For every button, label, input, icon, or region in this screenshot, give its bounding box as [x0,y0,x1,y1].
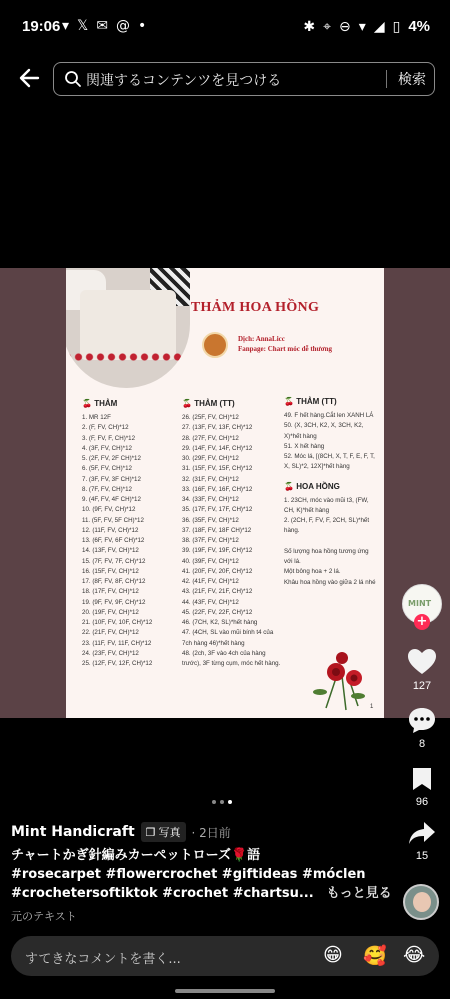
pattern-row: 45. (22F, FV, 22F, CH)*12 [182,608,253,616]
emoji-grin[interactable]: 😁 [323,944,343,966]
hashtags[interactable]: #rosecarpet #flowercrochet #giftideas #móclen #crochetersoftiktok #crochet #chartsu... [11,867,366,901]
pattern-row: 5. (2F, FV, 2F CH)*12 [82,455,141,462]
pattern-row: 25. (12F, FV, 12F, CH)*12 [82,660,153,667]
pattern-row: Khâu hoa hồng vào giữa 2 lá nhé [284,578,376,586]
row-list [82,413,180,669]
location-icon: ⌖ [323,18,332,35]
pattern-row: 3. (F, FV, F, CH)*12 [82,434,136,442]
save-count: 96 [415,796,429,808]
pattern-row: 52. Móc lá, [(8CH, X, T, F, E, F, T, X, SL)*2, 12X]*hết hàng [284,453,375,471]
share-icon [408,820,436,846]
search-input[interactable]: 関連するコンテンツを見つける [86,73,282,89]
original-text-link[interactable]: 元のテキスト [11,910,77,923]
owl-logo-icon [202,332,228,358]
pattern-row: 23. (11F, FV, 11F, CH)*12 [82,639,152,647]
wifi-icon: ▾ [358,18,366,35]
pattern-row: 14. (13F, FV, CH)*12 [82,547,139,555]
cherry-icon: 🍒 [182,399,192,408]
pattern-row: 20. (19F, FV, CH)*12 [82,608,139,616]
comment-icon [407,706,437,734]
pattern-row: 42. (41F, FV, CH)*12 [182,578,239,585]
share-count: 15 [415,850,429,862]
carousel-dot-active [228,800,232,804]
pattern-column-1 [82,398,180,669]
pattern-row: 21. (10F, FV, 10F, CH)*12 [82,619,153,626]
cherry-icon: 🍒 [284,397,294,406]
pattern-row: 26. (25F, FV, CH)*12 [182,414,239,421]
pattern-row: 47. (4CH, SL vào mũi bính t4 của 7ch hàng 46)*hết hàng [182,629,274,647]
music-avatar[interactable] [403,884,439,920]
pattern-row: 1. 23CH, móc vào mũi t3, (FW, CH, K)*hết hàng [284,496,369,514]
status-time: 19:06 [22,18,61,35]
back-arrow-icon [16,64,44,92]
pattern-card [66,268,384,718]
pattern-row: 51. X hết hàng [284,442,325,450]
pattern-row: 30. (29F, FV, CH)*12 [182,455,239,462]
rose-illustration [306,648,376,714]
carousel-indicator [212,800,232,804]
comment-count: 8 [418,738,426,750]
cherry-icon: 🍒 [82,399,92,408]
pattern-row: 27. (13F, FV, 13F, CH)*12 [182,424,253,432]
emoji-laugh[interactable]: 😂 [403,944,426,966]
carpet-photo [66,268,190,388]
comment-input[interactable]: すてきなコメントを書く... [25,952,181,967]
pattern-row: 32. (31F, FV, CH)*12 [182,475,239,483]
pattern-row: 37. (18F, FV, 18F CH)*12 [182,526,252,534]
pattern-row: 7. (3F, FV, 3F CH)*12 [82,475,141,483]
carousel-dot [220,800,224,804]
follow-button[interactable]: + [414,614,430,630]
pattern-row: 35. (17F, FV, 17F, CH)*12 [182,506,253,514]
row-list [284,496,378,588]
pattern-row: 41. (20F, FV, 20F, CH)*12 [182,567,253,575]
share-button[interactable] [398,820,446,862]
pattern-row: 22. (21F, FV, CH)*12 [82,629,139,637]
mail-icon: ✉ [96,18,109,34]
pattern-row: 50. (X, 3CH, K2, X, 3CH, K2, X)*hết hàng [284,422,364,440]
bluetooth-icon: ✱ [303,18,316,35]
save-button[interactable] [398,766,446,808]
pattern-row: 44. (43F, FV, CH)*12 [182,598,239,606]
see-more-link[interactable]: もっと見る [326,886,392,901]
pattern-row: 6. (5F, FV, CH)*12 [82,465,132,473]
pattern-row: Số lượng hoa hồng tương ứng với lá. [284,547,369,565]
bookmark-icon [411,766,433,792]
author-name[interactable]: Mint Handicraft [11,824,135,840]
translator: Dịch: AnnaLicc [238,335,285,343]
pattern-row: 17. (8F, FV, 8F, CH)*12 [82,578,146,585]
system-icons [303,18,430,35]
row-list [182,413,282,669]
like-button[interactable] [398,648,446,692]
search-icon [64,70,82,88]
pattern-row: 4. (3F, FV, CH)*12 [82,444,132,452]
pattern-row: 8. (7F, FV, CH)*12 [82,485,132,493]
pattern-row: 46. (7CH, K2, SL)*hết hàng [182,619,258,626]
pattern-row: 11. (5F, FV, 5F CH)*12 [82,516,144,524]
pattern-row: 1. MR 12F [82,414,111,421]
top-bar [0,60,450,100]
pattern-column-3 [284,396,378,588]
battery-icon: ▯ [392,18,401,35]
post-date: · 2日前 [191,825,231,840]
x-icon: 𝕏 [77,18,89,34]
avatar-logo-text: MINT [408,599,432,608]
pattern-row: 24. (23F, FV, CH)*12 [82,649,139,657]
dot-icon: • [138,18,147,34]
caption-tags [11,865,396,903]
back-button[interactable] [16,64,44,92]
rose-border [66,352,190,362]
pattern-row: 33. (16F, FV, 16F, CH)*12 [182,485,253,493]
comment-button[interactable] [398,706,446,750]
pattern-row: 38. (37F, FV, CH)*12 [182,537,239,544]
column-header: 🍒 THẢM [82,399,118,408]
caption[interactable] [11,846,396,903]
notification-icons [62,18,146,34]
column-header: 🍒 HOA HỒNG [284,481,340,491]
pattern-row: 2. (2CH, F, FV, F, 2CH, SL)*hết hàng. [284,517,370,535]
pattern-row: 29. (14F, FV, 14F, CH)*12 [182,444,253,452]
search-bar[interactable] [53,62,435,96]
search-button[interactable]: 検索 [398,72,426,88]
gesture-bar [0,985,450,999]
photo-icon: ❐ [145,825,156,839]
pattern-row: 48. (2ch, 3F vào 4ch của hàng trước), 3F từng cụm, móc hết hàng. [182,649,281,667]
at-icon: @ [116,18,131,34]
pattern-row: 40. (39F, FV, CH)*12 [182,557,239,565]
pattern-row: 15. (7F, FV, 7F, CH)*12 [82,557,146,565]
caption-title: チャートかぎ針編みカーペットローズ🌹語 [11,848,261,863]
pattern-row: 9. (4F, FV, 4F CH)*12 [82,496,141,503]
page-number: 1 [370,704,374,710]
carousel-dot [212,800,216,804]
column-header: 🍒 THẢM (TT) [284,397,337,406]
pattern-row: 10. (9F, FV, CH)*12 [82,506,136,514]
pattern-row: 34. (33F, FV, CH)*12 [182,496,239,503]
pattern-row: 36. (35F, FV, CH)*12 [182,516,239,524]
pattern-row: 43. (21F, FV, 21F, CH)*12 [182,588,253,596]
like-count: 127 [412,680,432,692]
pattern-row: 12. (11F, FV, CH)*12 [82,526,139,534]
column-header: 🍒 THẢM (TT) [182,399,235,408]
comment-bar [11,936,439,976]
pattern-row: 2. (F, FV, CH)*12 [82,424,129,432]
search-divider [386,70,387,88]
avatar-face [413,892,431,912]
status-bar [0,0,450,56]
dnd-icon: ⊖ [339,18,351,35]
home-indicator[interactable] [175,989,275,993]
pattern-row: 19. (9F, FV, 9F, CH)*12 [82,598,146,606]
fanpage: Fanpage: Chart móc dễ thương [238,345,333,353]
post-type-badge [141,822,186,842]
credits [238,334,332,354]
pattern-column-2 [182,398,282,669]
pattern-row: 49. F hết hàng.Cắt len XANH LÁ [284,412,374,419]
heart-icon [407,648,437,676]
pattern-row [284,537,378,547]
pattern-title: THẢM HOA HỒNG [190,300,320,315]
signal-icon: ◢ [373,18,385,35]
pattern-row: 39. (19F, FV, 19F, CH)*12 [182,547,253,555]
post-type-label: 写真 [158,826,181,839]
pattern-row: 18. (17F, FV, CH)*12 [82,588,139,596]
pattern-row: 16. (15F, FV, CH)*12 [82,567,139,575]
pattern-row: Một bông hoa + 2 lá. [284,568,341,576]
pattern-row: 31. (15F, FV, 15F, CH)*12 [182,465,253,473]
author-row [11,822,231,842]
row-list [284,411,378,473]
battery-percent: 4% [408,18,430,35]
wallet-icon: ▾ [62,18,70,34]
pattern-row: 13. (6F, FV, 6F CH)*12 [82,537,145,544]
cherry-icon: 🍒 [284,481,294,491]
pattern-row: 28. (27F, FV, CH)*12 [182,434,239,442]
emoji-love[interactable]: 🥰 [363,945,387,967]
